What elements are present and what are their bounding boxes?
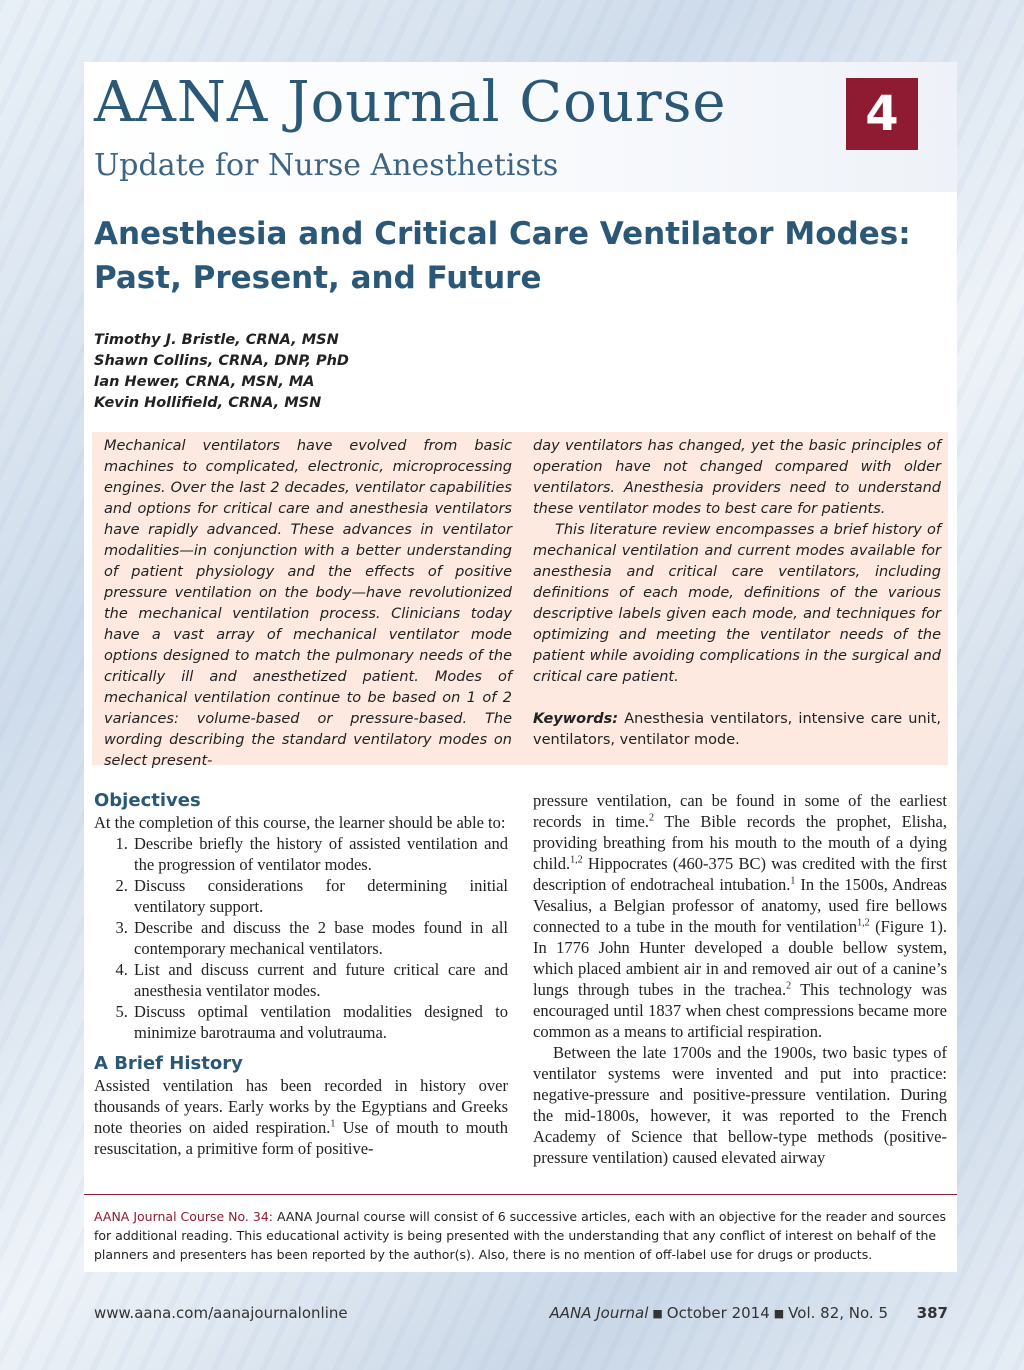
body-left-column [94,790,508,1159]
footnote-label: AANA Journal Course No. 34: [94,1209,273,1224]
list-item: 3. Describe and discuss the 2 base modes found in all contemporary mechanical ventilators. [132,917,508,959]
objectives-intro: At the completion of this course, the learner should be able to: [94,813,506,832]
history-heading: A Brief History [94,1053,243,1074]
text-run: pressure ventilation, can be found in some of the earliest records in time. [533,791,947,831]
abstract-right-column [533,436,941,751]
text-run: Hippocrates (460-375 BC) was credited with the first description of endotracheal intubation. [533,854,947,894]
journal-name: AANA Journal [549,1304,649,1322]
volume-issue: Vol. 82, No. 5 [788,1304,888,1322]
text-run: Assisted ventilation has been recorded in history over thousands of years. Early works by the Egyptians and Greeks note theories on aided respiration. [94,1076,508,1137]
journal-page [84,62,957,1272]
article-title-line-2: Past, Present, and Future [94,260,542,296]
list-item: 1. Describe briefly the history of assisted ventilation and the progression of ventilator modes. [132,833,508,875]
author: Ian Hewer, CRNA, MSN, MA [94,374,315,390]
author: Shawn Collins, CRNA, DNP, PhD [94,353,349,369]
history-paragraph: Between the late 1700s and the 1900s, two basic types of ventilator systems were invented and put into practice: negative-pressure and positive-pressure ventilation. During the mid-1800s, however, it was reported to the French Academy of Science that bellow-type methods (positive-pressure ventilation) caused elevated airway [533,1043,947,1167]
article-title [94,212,934,300]
separator-icon: ■ [652,1307,663,1320]
course-subtitle: Update for Nurse Anesthetists [94,148,559,183]
author-list [94,330,349,414]
article-title-line-1: Anesthesia and Critical Care Ventilator Modes: [94,216,911,252]
abstract-box [92,432,948,769]
course-number-badge: 4 [846,78,918,150]
body-right-column [533,790,947,1168]
keywords-text: Anesthesia ventilators, intensive care unit, ventilators, ventilator mode. [533,711,942,748]
text-run: This technology was encouraged until 1837 when chest compressions became more common as a means to artificial respiration. [533,980,947,1041]
abstract-left-column: Mechanical ventilators have evolved from basic machines to complicated, electronic, microprocessing engines. Over the last 2 decades, ventilator capabilities and options for critical care and anesthesia ventilators have rapidly advanced. These advances in ventilator modalities—in conjunction with a better understanding of patient physiology and the effects of positive pressure ventilation on the body—have revolutionized the mechanical ventilation process. Clinicians today have a vast array of mechanical ventilator mode options designed to match the pulmonary needs of the critically ill and anesthetized patient. Modes of mechanical ventilation continue to be based on 1 of 2 variances: volume-based or pressure-based. The wording describing the standard ventilatory modes on select present- [104,438,512,769]
author: Timothy J. Bristle, CRNA, MSN [94,332,339,348]
keywords-label: Keywords: [533,711,619,727]
abstract-paragraph: This literature review encompasses a brief history of mechanical ventilation and current modes available for anesthesia and critical care ventilators, including definitions of each mode, definitions of the various descriptive labels given each mode, and techniques for optimizing and meeting the ventilator needs of the patient while avoiding complications in the surgical and critical care patient. [533,522,941,685]
citation: 1,2 [857,917,870,929]
list-item: 4. List and discuss current and future critical care and anesthesia ventilator modes. [132,959,508,1001]
course-title: AANA Journal Course [94,70,727,135]
footnote-text: AANA Journal course will consist of 6 successive articles, each with an objective for the reader and sources for additional reading. This educational activity is being presented with the understanding that any conflict of interest on behalf of the planners and presenters has been reported by the author(s). Also, there is no mention of off-label use for drugs or products. [94,1209,947,1262]
course-banner [84,62,957,192]
citation: 2 [786,980,792,992]
separator-icon: ■ [773,1307,785,1320]
text-run: The Bible records the prophet, Elisha, providing breathing from his mouth to the mouth of a dying child. [533,812,947,873]
list-item: 5. Discuss optimal ventilation modalities designed to minimize barotrauma and volutrauma. [132,1001,508,1043]
history-paragraph [94,1075,508,1159]
text-run: (Figure 1). In 1776 John Hunter developed a double bellow system, which placed ambient air in and removed air out of a canine’s lungs through tubes in the trachea. [533,917,947,999]
citation: 1 [790,875,796,887]
abstract-paragraph: day ventilators has changed, yet the basic principles of operation have not changed compared with older ventilators. Anesthesia providers need to understand these ventilator modes to best care for patients. [533,438,941,517]
journal-url-link[interactable]: www.aana.com/aanajournalonline [94,1304,348,1322]
course-footnote [84,1194,957,1264]
journal-citation [549,1304,888,1322]
author: Kevin Hollifield, CRNA, MSN [94,395,322,411]
citation: 2 [648,812,654,824]
page-number: 387 [916,1304,948,1322]
text-run: In the 1500s, Andreas Vesalius, a Belgian professor of anatomy, used fire bellows connected to a tube in the mouth for ventilation [533,875,947,936]
objectives-heading: Objectives [94,790,201,811]
issue-date: October 2014 [666,1304,770,1322]
objectives-list [94,833,508,1043]
history-paragraph [533,790,947,1042]
keywords [533,709,941,751]
text-run: Use of mouth to mouth resuscitation, a primitive form of positive- [94,1118,508,1158]
citation: 1,2 [570,854,583,866]
list-item: 2. Discuss considerations for determining initial ventilatory support. [132,875,508,917]
citation: 1 [330,1118,336,1130]
